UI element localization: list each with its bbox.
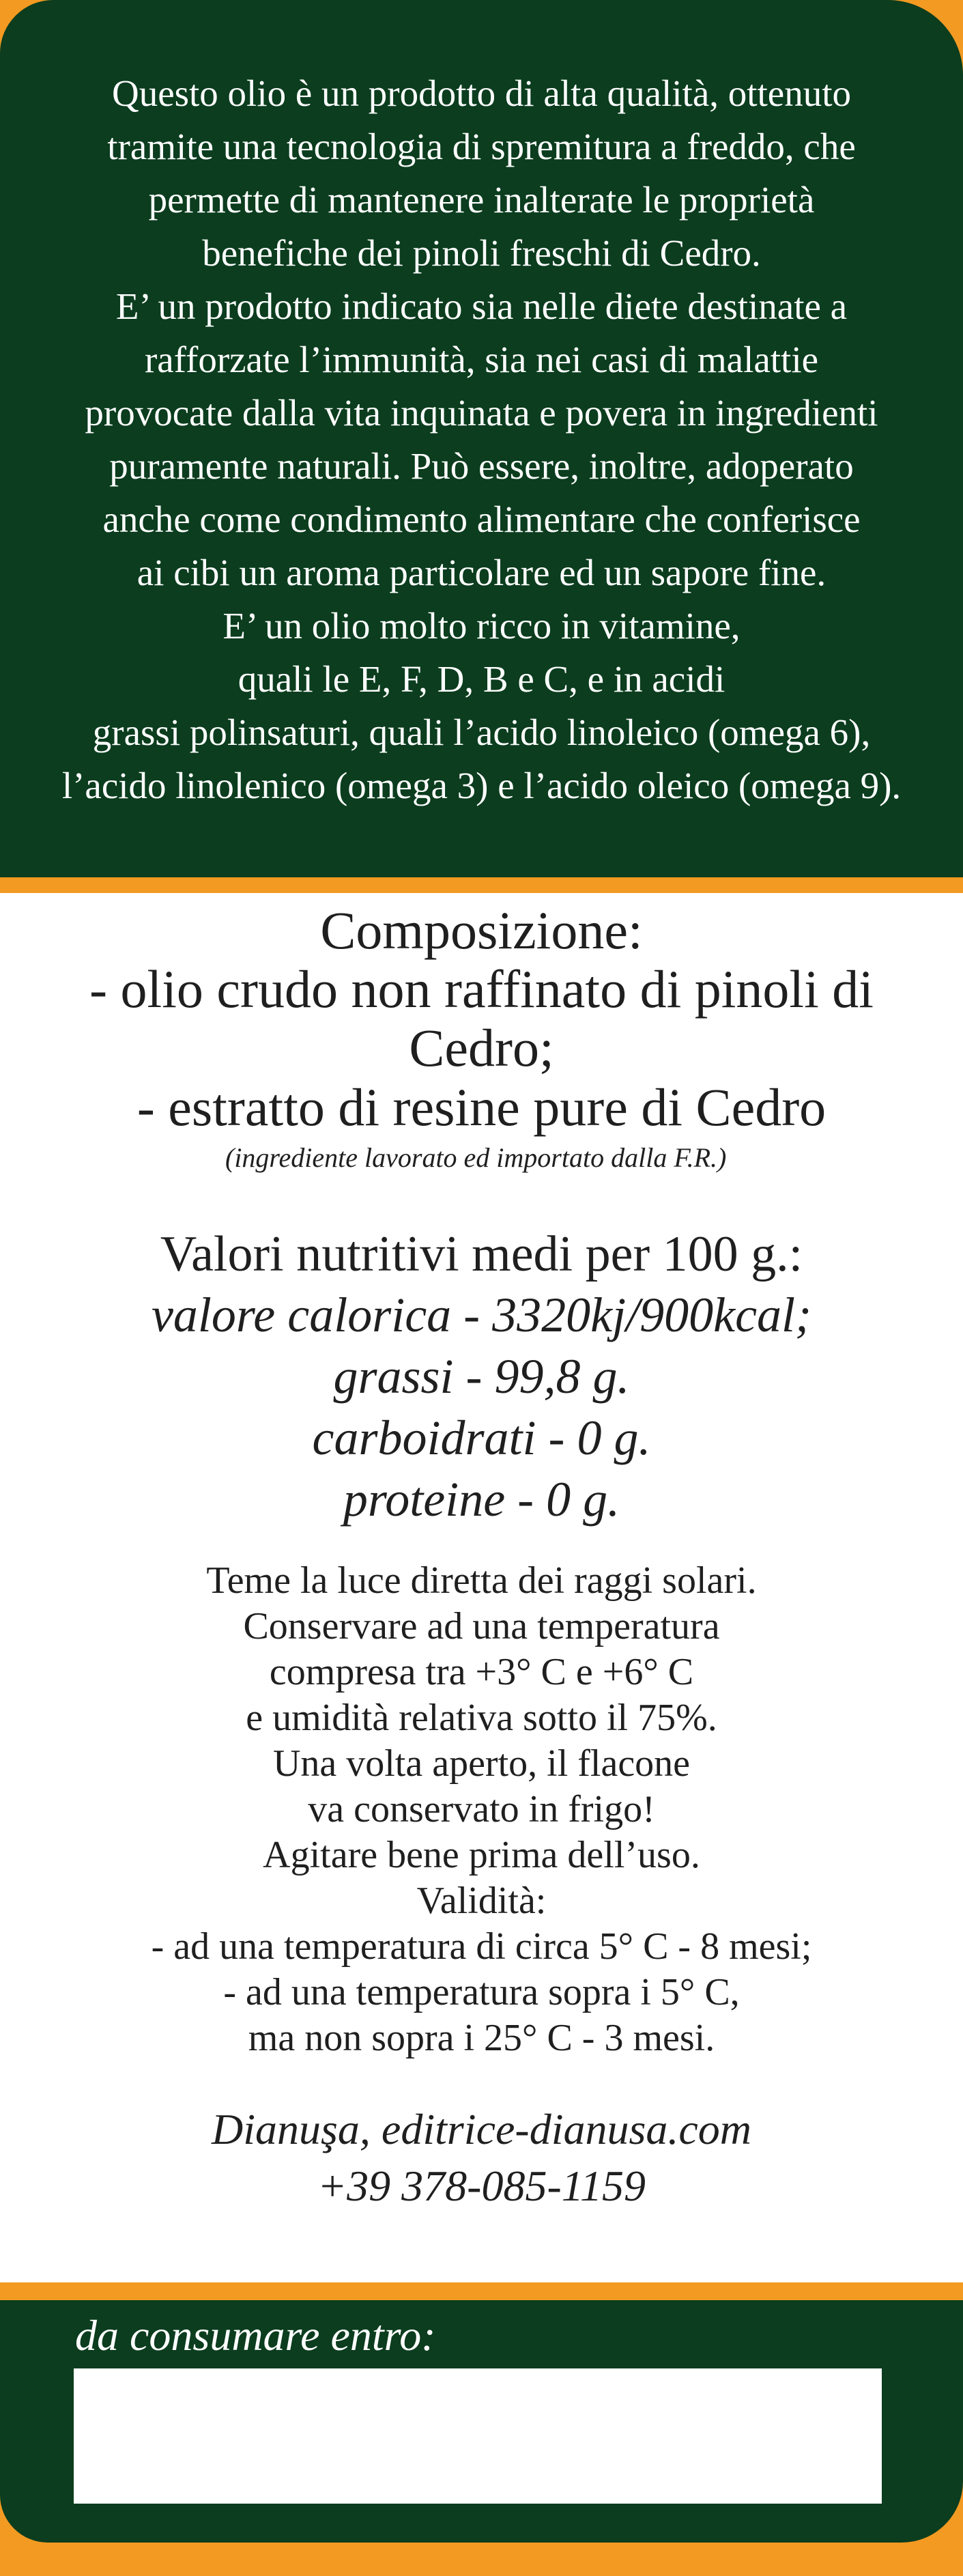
description-panel [0,0,963,877]
storage-line: - ad una temperatura sopra i 5° C, [223,1971,740,2013]
nutrition-title: Valori nutritivi medi per 100 g.: [160,1226,803,1282]
composition-title: Composizione: [320,901,643,960]
nutrition-carbs: carboidrati - 0 g. [312,1411,651,1465]
description-text [20,67,943,812]
description-line: tramite una tecnologia di spremitura a freddo, che [107,126,856,167]
description-line: benefiche dei pinoli freschi di Cedro. [202,232,761,274]
storage-line: e umidità relativa sotto il 75%. [246,1697,717,1739]
nutrition-fat: grassi - 99,8 g. [333,1349,630,1404]
nutrition-protein: proteine - 0 g. [343,1472,620,1527]
storage-line: Conservare ad una temperatura [243,1605,720,1647]
description-line: puramente naturali. Può essere, inoltre, adoperato [109,445,854,487]
expiry-label: da consumare entro: [75,2311,436,2360]
nutrition-calories: valore calorica - 3320kj/900kcal; [151,1288,812,1342]
description-line: rafforzate l’immunità, sia nei casi di malattie [144,339,819,380]
storage-line: Agitare bene prima dell’uso. [263,1834,700,1876]
expiry-date-box [74,2368,882,2504]
storage-line: Una volta aperto, il flacone [272,1742,691,1785]
storage-line: ma non sopra i 25° C - 3 mesi. [248,2017,715,2059]
description-line: anche come condimento alimentare che conferisce [102,498,861,540]
description-line: ai cibi un aroma particolare ed un sapore fine. [136,552,827,593]
storage-line: Teme la luce diretta dei raggi solari. [206,1559,757,1602]
storage-line: - ad una temperatura di circa 5° C - 8 mesi; [151,1925,812,1968]
description-line: grassi polinsaturi, quali l’acido linoleico (omega 6), [92,711,871,753]
description-line: l’acido linolenico (omega 3) e l’acido oleico (omega 9). [61,765,902,806]
publisher-name: Dianuşa, editrice-dianusa.com [212,2105,751,2153]
description-line: Questo olio è un prodotto di alta qualità, ottenuto [111,72,851,114]
storage-line: compresa tra +3° C e +6° C [269,1651,694,1693]
storage-line: va conservato in frigo! [308,1788,655,1830]
composition-line: - olio crudo non raffinato di pinoli di [89,959,874,1019]
composition-line: Cedro; [409,1018,554,1077]
composition-line: - estratto di resine pure di Cedro [136,1077,827,1137]
description-line: E’ un prodotto indicato sia nelle diete destinate a [115,285,848,327]
description-line: E’ un olio molto ricco in vitamine, [222,605,741,647]
description-line: provocate dalla vita inquinata e povera in ingredienti [85,392,878,434]
description-line: permette di mantenere inalterate le proprietà [148,179,815,221]
publisher-phone: +39 378-085-1159 [317,2162,646,2210]
description-line: quali le E, F, D, B e C, e in acidi [238,658,725,700]
storage-line: Validità: [416,1880,547,1922]
composition-note: (ingrediente lavorato ed importato dalla F.R.) [225,1142,727,1173]
